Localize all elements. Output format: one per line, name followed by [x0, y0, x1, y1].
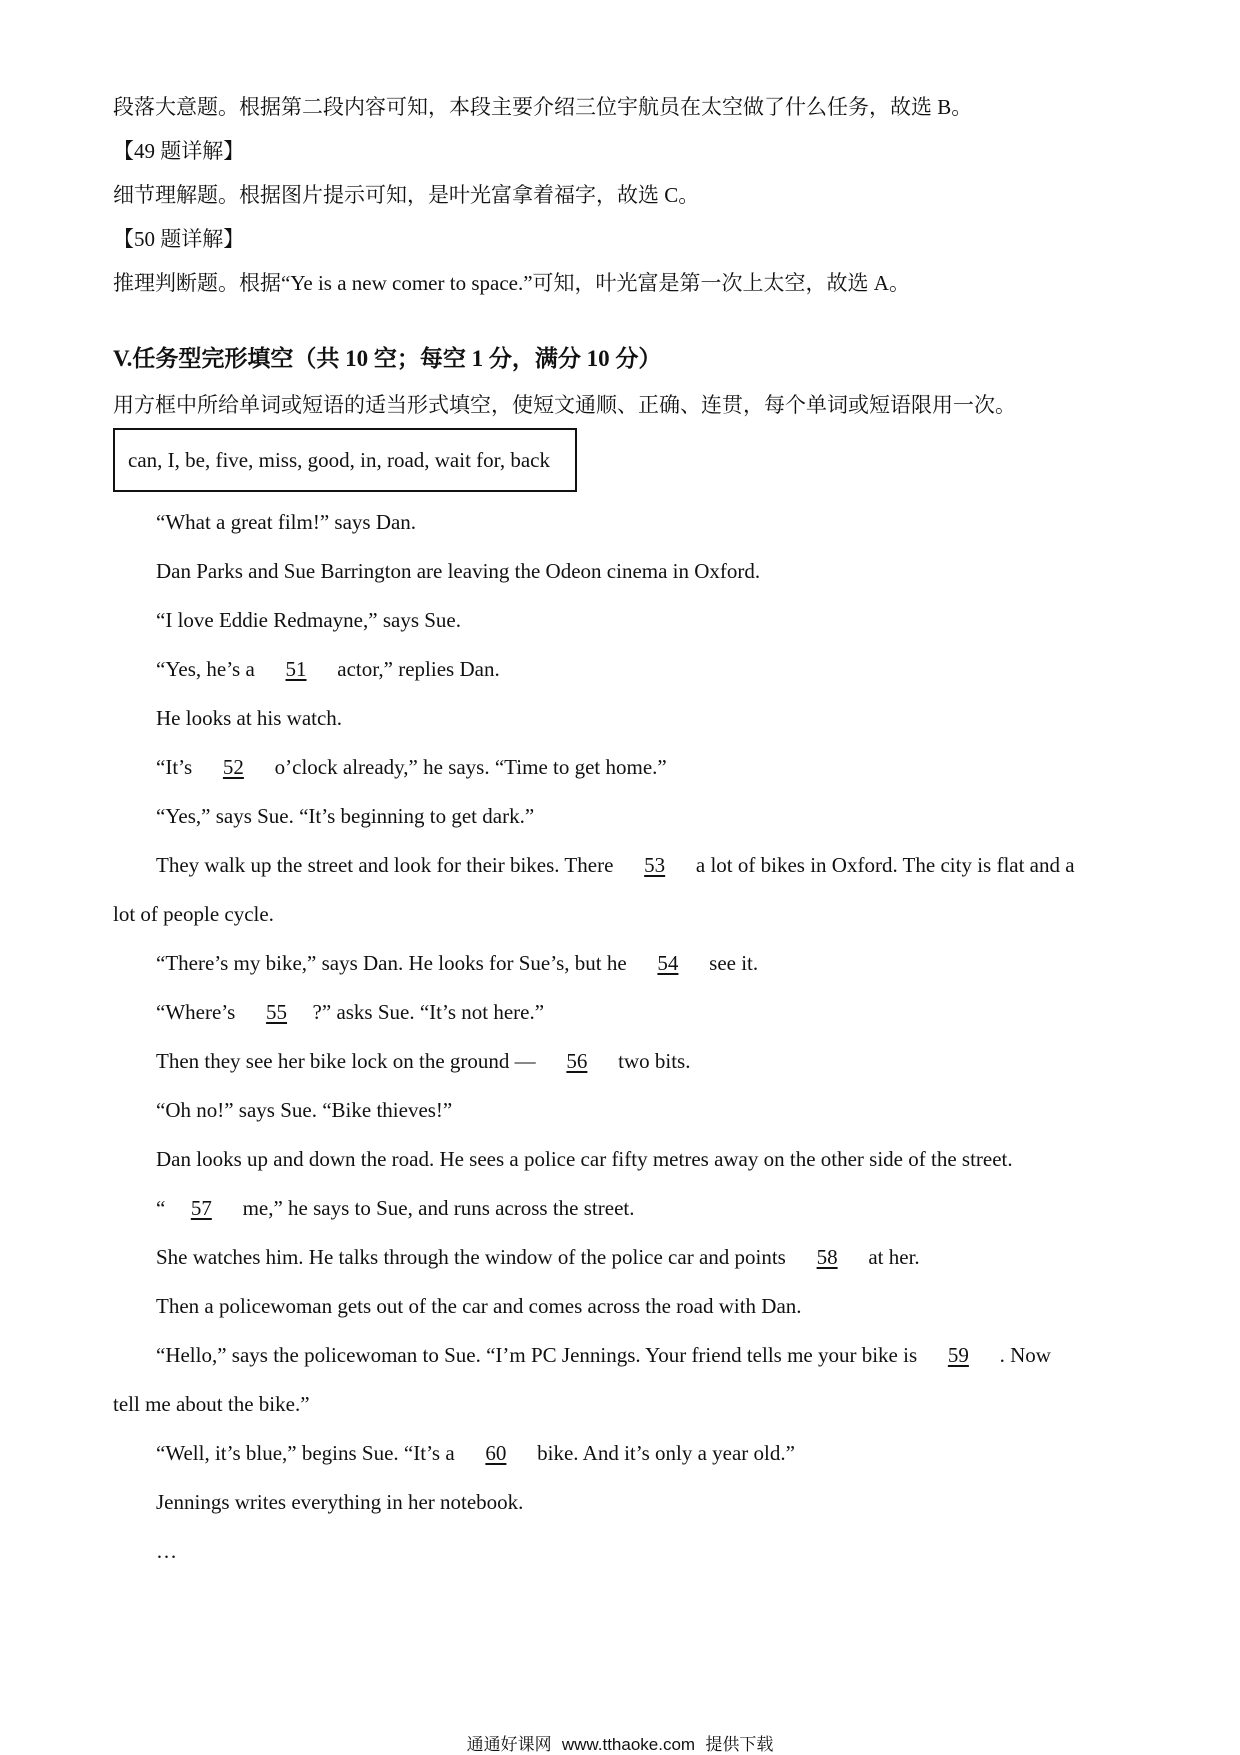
passage-line — [156, 1243, 920, 1271]
footer-site-name: 通通好课网 — [466, 1735, 552, 1754]
passage-line — [156, 949, 758, 977]
section-instruction: 用方框中所给单词或短语的适当形式填空，使短文通顺、正确、连贯，每个单词或短语限用一次。 — [113, 393, 1016, 417]
passage-text: “Yes, he’s a — [156, 657, 255, 681]
blank-60[interactable]: 60 — [485, 1441, 507, 1465]
section-heading: V.任务型完形填空（共 10 空；每空 1 分，满分 10 分） — [113, 346, 662, 371]
passage-line — [156, 1194, 634, 1222]
blank-59[interactable]: 59 — [947, 1343, 969, 1367]
passage-line: He looks at his watch. — [156, 706, 343, 730]
passage-text: actor,” replies Dan. — [337, 657, 500, 681]
passage-text: “ — [156, 1196, 166, 1220]
blank-55[interactable]: 55 — [266, 1000, 288, 1024]
footer-note: 提供下载 — [705, 1735, 774, 1754]
explanation-48: 段落大意题。根据第二段内容可知，本段主要介绍三位宇航员在太空做了什么任务，故选 B。 — [113, 95, 973, 119]
passage-line: “I love Eddie Redmayne,” says Sue. — [156, 608, 461, 632]
passage-text: She watches him. He talks through the window of the police car and points — [156, 1245, 786, 1269]
passage-text: two bits. — [618, 1049, 691, 1073]
passage-text: at her. — [868, 1245, 920, 1269]
blank-57[interactable]: 57 — [190, 1196, 212, 1220]
passage-text: a lot of bikes in Oxford. The city is flat and a — [695, 853, 1075, 877]
blank-53[interactable]: 53 — [644, 853, 666, 877]
passage-text: “Hello,” says the policewoman to Sue. “I’m PC Jennings. Your friend tells me your bike is — [156, 1343, 918, 1367]
passage-line: tell me about the bike.” — [113, 1392, 310, 1416]
passage-line — [156, 851, 1075, 879]
passage-line — [156, 998, 544, 1026]
passage-text: ?” asks Sue. “It’s not here.” — [312, 1000, 545, 1024]
explanation-49: 细节理解题。根据图片提示可知，是叶光富拿着福字，故选 C。 — [113, 183, 700, 207]
passage-text: “It’s — [156, 755, 193, 779]
footer-url-link[interactable]: www.tthaoke.com — [561, 1735, 696, 1754]
passage-line — [156, 655, 500, 683]
passage-text: “Well, it’s blue,” begins Sue. “It’s a — [156, 1441, 455, 1465]
passage-text: “There’s my bike,” says Dan. He looks for Sue’s, but he — [156, 951, 627, 975]
blank-56[interactable]: 56 — [566, 1049, 588, 1073]
passage-ellipsis: … — [156, 1539, 177, 1563]
blank-52[interactable]: 52 — [222, 755, 244, 779]
explanation-heading-50: 【50 题详解】 — [113, 227, 245, 251]
passage-text: see it. — [709, 951, 759, 975]
passage-line: Then a policewoman gets out of the car and comes across the road with Dan. — [156, 1294, 802, 1318]
passage-line: Dan looks up and down the road. He sees a police car fifty metres away on the other side of the street. — [156, 1147, 1013, 1171]
passage-text: me,” he says to Sue, and runs across the street. — [242, 1196, 635, 1220]
passage-line — [156, 1439, 795, 1467]
passage-line: “What a great film!” says Dan. — [156, 510, 417, 534]
passage-line: “Yes,” says Sue. “It’s beginning to get dark.” — [156, 804, 535, 828]
passage-line: Jennings writes everything in her notebook. — [156, 1490, 524, 1514]
passage-line: lot of people cycle. — [113, 902, 274, 926]
explanation-50: 推理判断题。根据“Ye is a new comer to space.”可知，叶光富是第一次上太空，故选 A。 — [113, 271, 910, 295]
word-bank-box: can, I, be, five, miss, good, in, road, wait for, back — [113, 428, 577, 492]
passage-text: . Now — [999, 1343, 1051, 1367]
explanation-heading-49: 【49 题详解】 — [113, 139, 245, 163]
passage-text: They walk up the street and look for their bikes. There — [156, 853, 614, 877]
blank-54[interactable]: 54 — [657, 951, 679, 975]
blank-58[interactable]: 58 — [816, 1245, 838, 1269]
passage-line: Dan Parks and Sue Barrington are leaving the Odeon cinema in Oxford. — [156, 559, 761, 583]
passage-line — [156, 753, 667, 781]
passage-text: o’clock already,” he says. “Time to get home.” — [274, 755, 667, 779]
blank-51[interactable]: 51 — [285, 657, 307, 681]
passage-line: “Oh no!” says Sue. “Bike thieves!” — [156, 1098, 453, 1122]
passage-line — [156, 1047, 690, 1075]
page-footer — [0, 1730, 1240, 1755]
passage-line — [156, 1341, 1051, 1369]
passage-text: “Where’s — [156, 1000, 236, 1024]
passage-text: Then they see her bike lock on the ground — — [156, 1049, 536, 1073]
passage-text: bike. And it’s only a year old.” — [537, 1441, 795, 1465]
